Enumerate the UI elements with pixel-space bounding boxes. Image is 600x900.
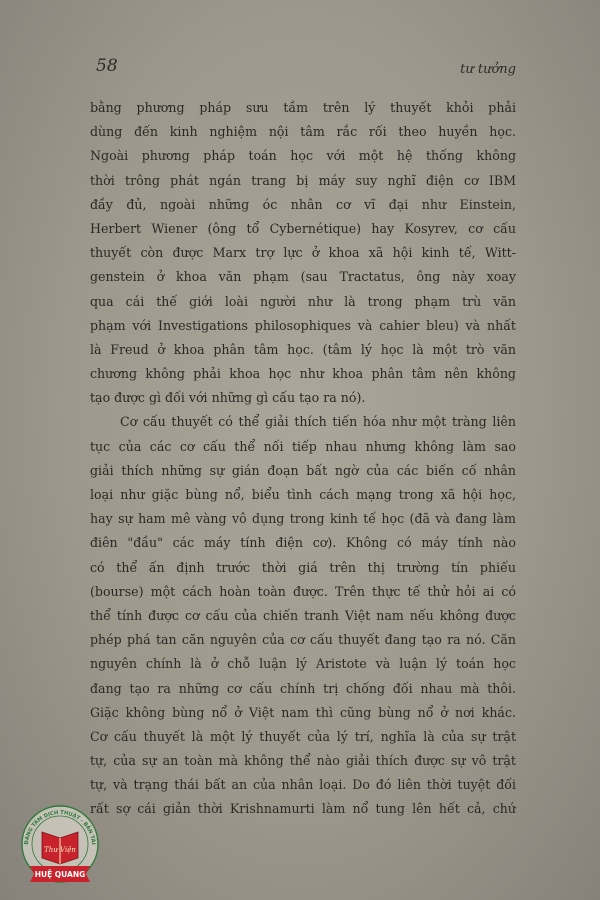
- svg-text:Thư Viện: Thư Viện: [44, 846, 76, 854]
- text-line: đầy đủ, ngoài những óc nhân cơ vĩ đại như Einstein,: [90, 196, 516, 212]
- text-line: phạm với Investigations philosophiques và cahier bleu) và nhất: [90, 317, 516, 333]
- text-line: thời trông phát ngán trang bị máy suy nghĩ điện cơ IBM: [90, 172, 516, 188]
- body-text: [90, 96, 516, 822]
- page-number: 58: [96, 56, 118, 76]
- text-line: tục của các cơ cấu thể nối tiếp nhau nhưng không làm sao: [90, 438, 516, 454]
- text-line: nguyên chính là ở chỗ luận lý Aristote và luận lý toán học: [90, 656, 516, 672]
- text-line: bằng phương pháp sưu tầm trên lý thuyết khỏi phải: [90, 100, 516, 115]
- text-line: qua cái thế giới loài người như là trong phạm trù văn: [90, 293, 516, 309]
- text-line: tạo được gì đối với những gì cấu tạo ra nó).: [90, 390, 366, 406]
- text-line: thể tính được cơ cấu của chiến tranh Việt nam nếu không được: [90, 607, 516, 623]
- running-title: tư tưởng: [460, 62, 516, 77]
- text-line: dùng đến kinh nghiệm nội tâm rắc rối theo huyền học.: [90, 124, 516, 140]
- text-line: đang tạo ra những cơ cấu chính trị chống đối nhau mà thôi.: [90, 680, 516, 696]
- svg-text:ĐANG TÂM DỊCH THUẬT - BẢN TÀI: ĐANG TÂM DỊCH THUẬT - BẢN TÀI: [23, 809, 96, 845]
- library-seal-logo: [18, 802, 102, 886]
- svg-text:HUỆ QUANG: HUỆ QUANG: [34, 870, 86, 879]
- text-line: có thể ấn định trước thời giá trên thị trường tín phiếu: [90, 559, 516, 575]
- text-line: giải thích những sự gián đoạn bất ngờ của các biến cố nhân: [90, 462, 516, 478]
- text-line: Giặc không bùng nổ ở Việt nam thì cũng bùng nổ ở nơi khác.: [90, 704, 516, 720]
- text-line: (bourse) một cách hoàn toàn được. Trên thực tế thử hỏi ai có: [90, 583, 516, 599]
- text-line: phép phá tan căn nguyên của cơ cấu thuyết đang tạo ra nó. Căn: [90, 632, 516, 648]
- text-line: điên "đầu" các máy tính điện cơ). Không có máy tính nào: [90, 535, 516, 551]
- text-line: rất sợ cái giản thời Krishnamurti làm nổ tung lên hết cả, chứ: [90, 801, 516, 817]
- text-line: genstein ở khoa văn phạm (sau Tractatus, ông này xoay: [90, 269, 516, 285]
- text-line: là Freud ở khoa phân tâm học. (tâm lý học là một trò văn: [90, 341, 516, 357]
- text-line: Cơ cấu thuyết là một lý thuyết của lý trí, nghĩa là của sự trật: [90, 728, 516, 744]
- text-line: tự, và trạng thái bất an của nhân loại. Do đó liên thời tuyệt đối: [90, 777, 516, 793]
- text-line: tự, của sự an toàn mà không thể nào giải thích được sự vô trật: [90, 753, 516, 769]
- text-line: chương không phải khoa học như khoa phân tâm nên không: [90, 366, 516, 382]
- text-line: Herbert Wiener (ông tổ Cybernétique) hay Kosyrev, cơ cấu: [90, 220, 516, 236]
- text-line: Ngoài phương pháp toán học với một hệ thống không: [90, 148, 516, 164]
- text-line: thuyết còn được Marx trợ lực ở khoa xã hội kinh tế, Witt-: [90, 245, 516, 261]
- text-line: Cơ cấu thuyết có thể giải thích tiến hóa như một tràng liên: [120, 414, 516, 430]
- text-line: hay sự ham mê vàng vô dụng trong kinh tế học (đã và đang làm: [90, 511, 516, 527]
- text-line: loại như giặc bùng nổ, biểu tình cách mạng trong xã hội học,: [90, 487, 516, 502]
